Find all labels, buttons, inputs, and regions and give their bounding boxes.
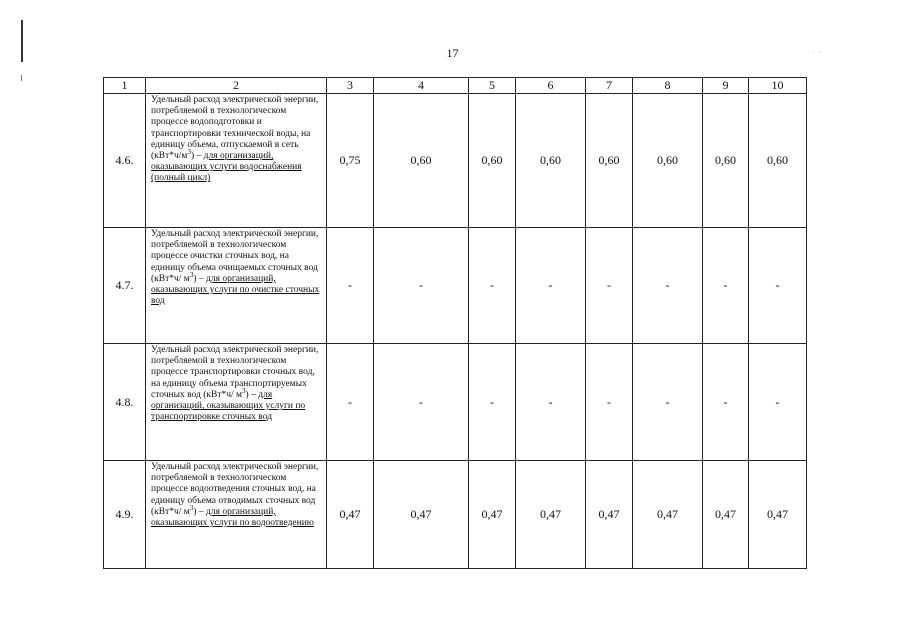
table-header-row [104,78,807,94]
scan-margin-tick [21,75,22,81]
superscript: 3 [187,147,191,156]
value-cell: 0,47 [374,461,469,569]
value-cell: - [633,344,703,461]
value-cell: - [327,344,374,461]
column-header: 6 [516,78,586,94]
value-cell: 0,60 [633,94,703,228]
value-cell: - [374,344,469,461]
row-number: 4.9. [104,461,146,569]
row-description [146,344,327,461]
superscript: 3 [189,503,194,512]
description-text: Удельный расход электрической энергии, потребляемой в технологическом процессе водоподготовки и транспортировки технической воды, на единицу объема, отпускаемой в сеть (кВт*ч/м [151,95,319,162]
row-number: 4.7. [104,228,146,344]
value-cell: - [516,344,586,461]
value-cell: - [703,344,749,461]
table-row [104,228,807,344]
value-cell: - [586,344,633,461]
scan-corner-mark: · · [812,48,821,56]
value-cell: - [469,344,516,461]
value-cell: - [516,228,586,344]
indicators-table [103,77,807,569]
column-header: 5 [469,78,516,94]
scan-margin-mark [21,20,23,62]
organization-scope: для организаций, оказывающих услуги водоснабжения (полный цикл) [151,151,302,184]
table-row [104,94,807,228]
column-header: 8 [633,78,703,94]
value-cell: - [633,228,703,344]
table-row [104,461,807,569]
value-cell: - [749,228,807,344]
page-number: 17 [446,46,459,60]
value-cell: 0,60 [586,94,633,228]
row-number: 4.8. [104,344,146,461]
description-text-tail: ) – [190,151,202,162]
column-header: 1 [104,78,146,94]
description-text-tail: ) – [193,506,204,517]
value-cell: 0,47 [516,461,586,569]
superscript: 3 [189,270,194,279]
row-description [146,228,327,344]
value-cell: - [374,228,469,344]
row-number: 4.6. [104,94,146,228]
value-cell: 0,47 [633,461,703,569]
description-text: Удельный расход электрической энергии, потребляемой в технологическом процессе водоотведения сточных вод, на единицу объема отводимых сточных вод (кВт*ч/ м [151,462,319,517]
value-cell: - [469,228,516,344]
column-header: 7 [586,78,633,94]
value-cell: - [749,344,807,461]
column-header: 2 [146,78,327,94]
row-description [146,461,327,569]
value-cell: 0,60 [749,94,807,228]
value-cell: 0,47 [749,461,807,569]
value-cell: 0,60 [516,94,586,228]
column-header: 9 [703,78,749,94]
value-cell: 0,47 [327,461,374,569]
superscript: 3 [242,386,246,395]
table-row [104,344,807,461]
value-cell: 0,47 [469,461,516,569]
value-cell: - [327,228,374,344]
value-cell: 0,60 [469,94,516,228]
value-cell: 0,60 [374,94,469,228]
column-header: 3 [327,78,374,94]
value-cell: 0,60 [703,94,749,228]
organization-scope: для организаций, оказывающих услуги по транспортировке сточных вод [151,389,306,423]
description-text: Удельный расход электрической энергии, потребляемой в технологическом процессе транспортировки сточных вод, на единицу объема транспортируемых сточных вод (кВт*ч/ м [151,345,319,400]
description-text: Удельный расход электрической энергии, потребляемой в технологическом процессе очистки сточных вод, на единицу объема очищаемых сточных вод (кВт*ч/ м [151,229,319,284]
organization-scope: для организаций, оказывающих услуги по очистке сточных вод [151,273,320,307]
description-text-tail: ) – [245,389,256,400]
value-cell: 0,47 [703,461,749,569]
value-cell: 0,75 [327,94,374,228]
column-header: 4 [374,78,469,94]
column-header: 10 [749,78,807,94]
organization-scope: для организаций, оказывающих услуги по водоотведению [151,506,314,529]
value-cell: - [703,228,749,344]
row-description [146,94,327,228]
description-text-tail: ) – [193,273,204,284]
value-cell: 0,47 [586,461,633,569]
value-cell: - [586,228,633,344]
